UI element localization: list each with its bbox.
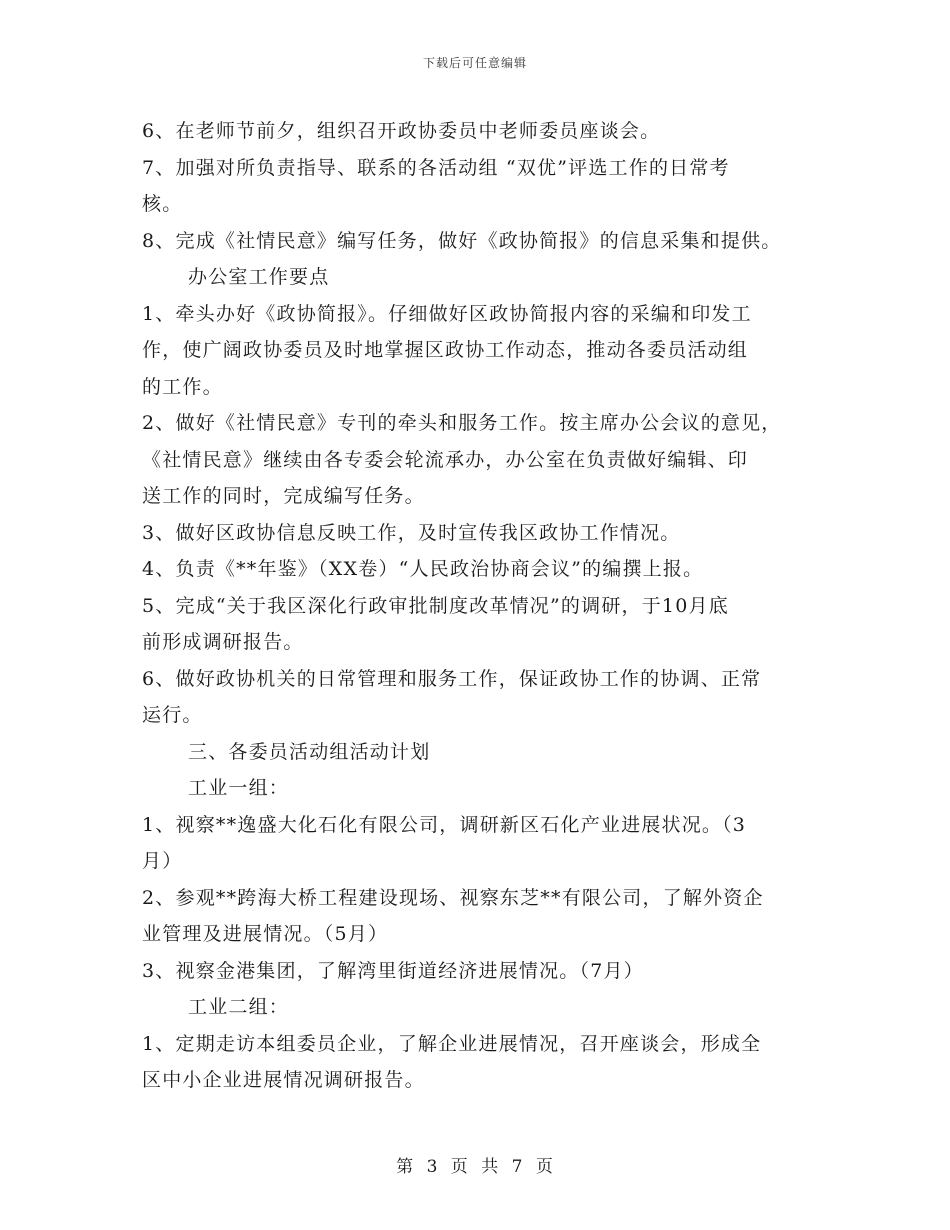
text-line: 作，使广阔政协委员及时地掌握区政协工作动态，推动各委员活动组 [142,339,749,361]
section-heading-office: 办公室工作要点 [188,266,330,288]
text-line: 4、负责《**年鉴》（XX卷）“人民政治协商会议”的编撰上报。 [142,558,704,580]
text-line: 5、完成“关于我区深化行政审批制度改革情况”的调研，于10月底 [142,594,729,617]
text-line: 前形成调研报告。 [142,631,304,653]
text-line: 核。 [142,193,183,215]
text-line: 2、参观**跨海大桥工程建设现场、视察东芝**有限公司，了解外资企 [142,886,764,909]
text-line: 区中小企业进展情况调研报告。 [142,1069,425,1091]
text-line: 的工作。 [142,375,223,398]
text-line: 1、牵头办好《政协简报》。仔细做好区政协简报内容的采编和印发工 [142,302,752,325]
text-line: 《社情民意》继续由各专委会轮流承办，办公室在负责做好编辑、印 [142,448,749,471]
text-line: 月） [142,850,183,872]
text-line: 6、在老师节前夕，组织召开政协委员中老师委员座谈会。 [142,120,661,142]
text-line: 送工作的同时，完成编写任务。 [142,485,425,507]
text-line: 7、加强对所负责指导、联系的各活动组 “双优”评选工作的日常考 [142,156,730,179]
page-number-footer: 第 3 页 共 7 页 [396,1157,554,1177]
page-header-note: 下载后可任意编辑 [422,56,527,70]
text-line: 3、视察金港集团，了解湾里街道经济进展情况。（7月） [142,959,644,982]
document-body [142,113,822,1099]
text-line: 3、做好区政协信息反映工作，及时宣传我区政协工作情况。 [142,521,681,544]
text-line: 6、做好政协机关的日常管理和服务工作，保证政协工作的协调、正常 [142,667,762,690]
text-line: 2、做好《社情民意》专刊的牵头和服务工作。按主席办公会议的意见， [142,412,782,434]
text-line: 1、定期走访本组委员企业，了解企业进展情况，召开座谈会，形成全 [142,1032,762,1055]
text-line: 8、完成《社情民意》编写任务，做好《政协简报》的信息采集和提供。 [142,229,782,252]
section-heading-activity-plan: 三、各委员活动组活动计划 [188,740,431,763]
text-line: 运行。 [142,704,203,726]
text-line: 业管理及进展情况。（5月） [142,923,389,945]
subheading-industry-group-1: 工业一组： [188,777,290,799]
subheading-industry-group-2: 工业二组： [188,996,290,1018]
text-line: 1、视察**逸盛大化石化有限公司，调研新区石化产业进展状况。（3 [142,813,747,836]
